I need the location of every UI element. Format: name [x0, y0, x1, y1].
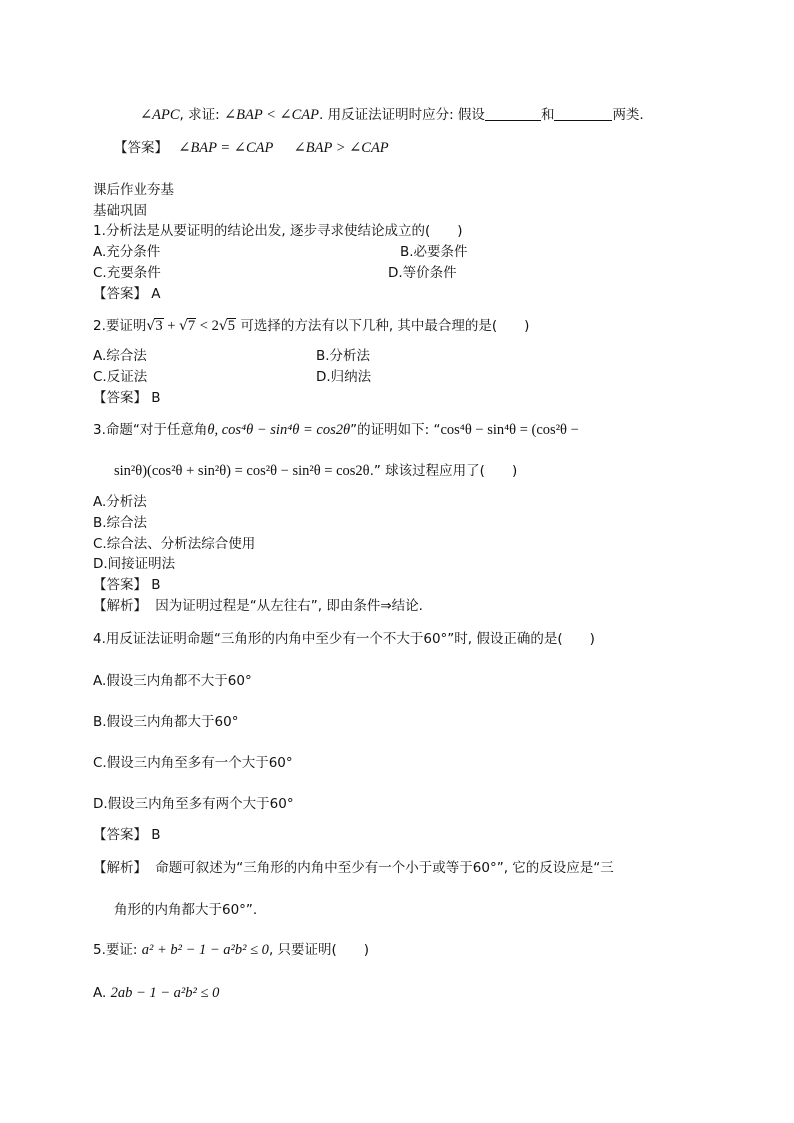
answer-tag: 【答案】	[114, 140, 168, 156]
top-problem-math-apc: ∠APC	[140, 107, 180, 123]
q2-option-a: A.综合法	[93, 348, 147, 364]
q3-stem-math-2: cos⁴θ − sin⁴θ = (cos²θ −	[440, 422, 579, 438]
top-problem-math-ineq: ∠BAP < ∠CAP	[223, 107, 320, 123]
q4-option-a: A.假设三内角都不大于60°	[93, 673, 252, 689]
q3-stem-line-1	[93, 421, 579, 439]
q5-stem-text-1: 5.要证:	[93, 942, 142, 958]
q1-option-d: D.等价条件	[388, 265, 457, 281]
q3-analysis: 因为证明过程是“从左往右”, 即由条件⇒结论.	[155, 598, 423, 614]
q3-stem-line-2	[114, 462, 517, 480]
analysis-tag: 【解析】	[93, 860, 147, 876]
section-title: 课后作业夯基	[93, 182, 174, 198]
q2-stem-text-1: 2.要证明	[93, 318, 147, 334]
q2-answer: B	[151, 390, 161, 406]
q5-stem	[93, 941, 369, 959]
q2-stem-text-2: 可选择的方法有以下几种, 其中最合理的是( )	[240, 318, 530, 334]
q3-option-a: A.分析法	[93, 494, 147, 510]
q4-option-b: B.假设三内角都大于60°	[93, 714, 239, 730]
q3-stem-math-3: sin²θ)(cos²θ + sin²θ) = cos²θ − sin²θ = cos2θ	[114, 463, 370, 479]
q3-stem-text-3: .” 球该过程应用了( )	[369, 463, 518, 479]
q2-stem-math: √3 + √7 < 2√5	[146, 318, 236, 334]
q4-stem: 4.用反证法证明命题“三角形的内角中至少有一个不大于60°”时, 假设正确的是( )	[93, 631, 595, 647]
q1-option-b: B.必要条件	[400, 244, 468, 260]
q2-option-b: B.分析法	[316, 348, 371, 364]
q2-option-c: C.反证法	[93, 369, 148, 385]
q4-analysis-line-1	[93, 859, 614, 877]
answer-tag: 【答案】	[93, 390, 147, 406]
q3-stem-math-1: θ, cos⁴θ − sin⁴θ = cos2θ	[207, 422, 351, 438]
q1-answer-line	[93, 285, 161, 303]
top-answer-1: ∠BAP = ∠CAP	[178, 140, 274, 156]
q3-analysis-line	[93, 597, 423, 615]
q2-answer-line	[93, 389, 161, 407]
section-subtitle: 基础巩固	[93, 203, 147, 219]
top-answer-2: ∠BAP > ∠CAP	[293, 140, 389, 156]
q1-option-c: C.充要条件	[93, 265, 161, 281]
top-problem-text-3: 和	[540, 107, 555, 123]
q4-analysis-1: 命题可叙述为“三角形的内角中至少有一个小于或等于60°”, 它的反设应是“三	[155, 860, 614, 876]
q1-stem: 1.分析法是从要证明的结论出发, 逐步寻求使结论成立的( )	[93, 223, 463, 239]
q4-option-d: D.假设三内角至多有两个大于60°	[93, 796, 294, 812]
q3-option-d: D.间接证明法	[93, 556, 176, 572]
top-problem-line	[140, 106, 644, 124]
q3-answer-line	[93, 576, 161, 594]
analysis-tag: 【解析】	[93, 598, 147, 614]
q4-option-c: C.假设三内角至多有一个大于60°	[93, 755, 293, 771]
answer-tag: 【答案】	[93, 827, 147, 843]
q1-option-a: A.充分条件	[93, 244, 161, 260]
q5-option-a	[93, 984, 219, 1002]
q4-answer-line	[93, 826, 161, 844]
q5-stem-text-2: , 只要证明( )	[268, 942, 370, 958]
q4-answer: B	[151, 827, 161, 843]
q2-option-d: D.归纳法	[316, 369, 372, 385]
top-problem-text-1: , 求证:	[179, 107, 224, 123]
answer-tag: 【答案】	[93, 286, 147, 302]
q1-answer: A	[151, 286, 161, 302]
answer-blank-2[interactable]	[554, 107, 612, 121]
q3-option-b: B.综合法	[93, 515, 148, 531]
answer-tag: 【答案】	[93, 577, 147, 593]
top-answer-line	[114, 139, 389, 157]
answer-blank-1[interactable]	[485, 107, 541, 121]
q5-option-a-math: 2ab − 1 − a²b² ≤ 0	[110, 985, 220, 1001]
q3-answer: B	[151, 577, 161, 593]
q3-stem-text-1: 3.命题“对于任意角	[93, 422, 208, 438]
q5-option-a-label: A.	[93, 985, 111, 1001]
q2-stem	[93, 317, 529, 335]
top-problem-text-2: . 用反证法证明时应分: 假设	[319, 107, 485, 123]
top-problem-text-4: 两类.	[612, 107, 644, 123]
q3-stem-text-2: ”的证明如下: “	[350, 422, 441, 438]
q5-stem-math: a² + b² − 1 − a²b² ≤ 0	[141, 942, 269, 958]
q4-analysis-2: 角形的内角都大于60°”.	[114, 902, 258, 918]
q3-option-c: C.综合法、分析法综合使用	[93, 536, 256, 552]
